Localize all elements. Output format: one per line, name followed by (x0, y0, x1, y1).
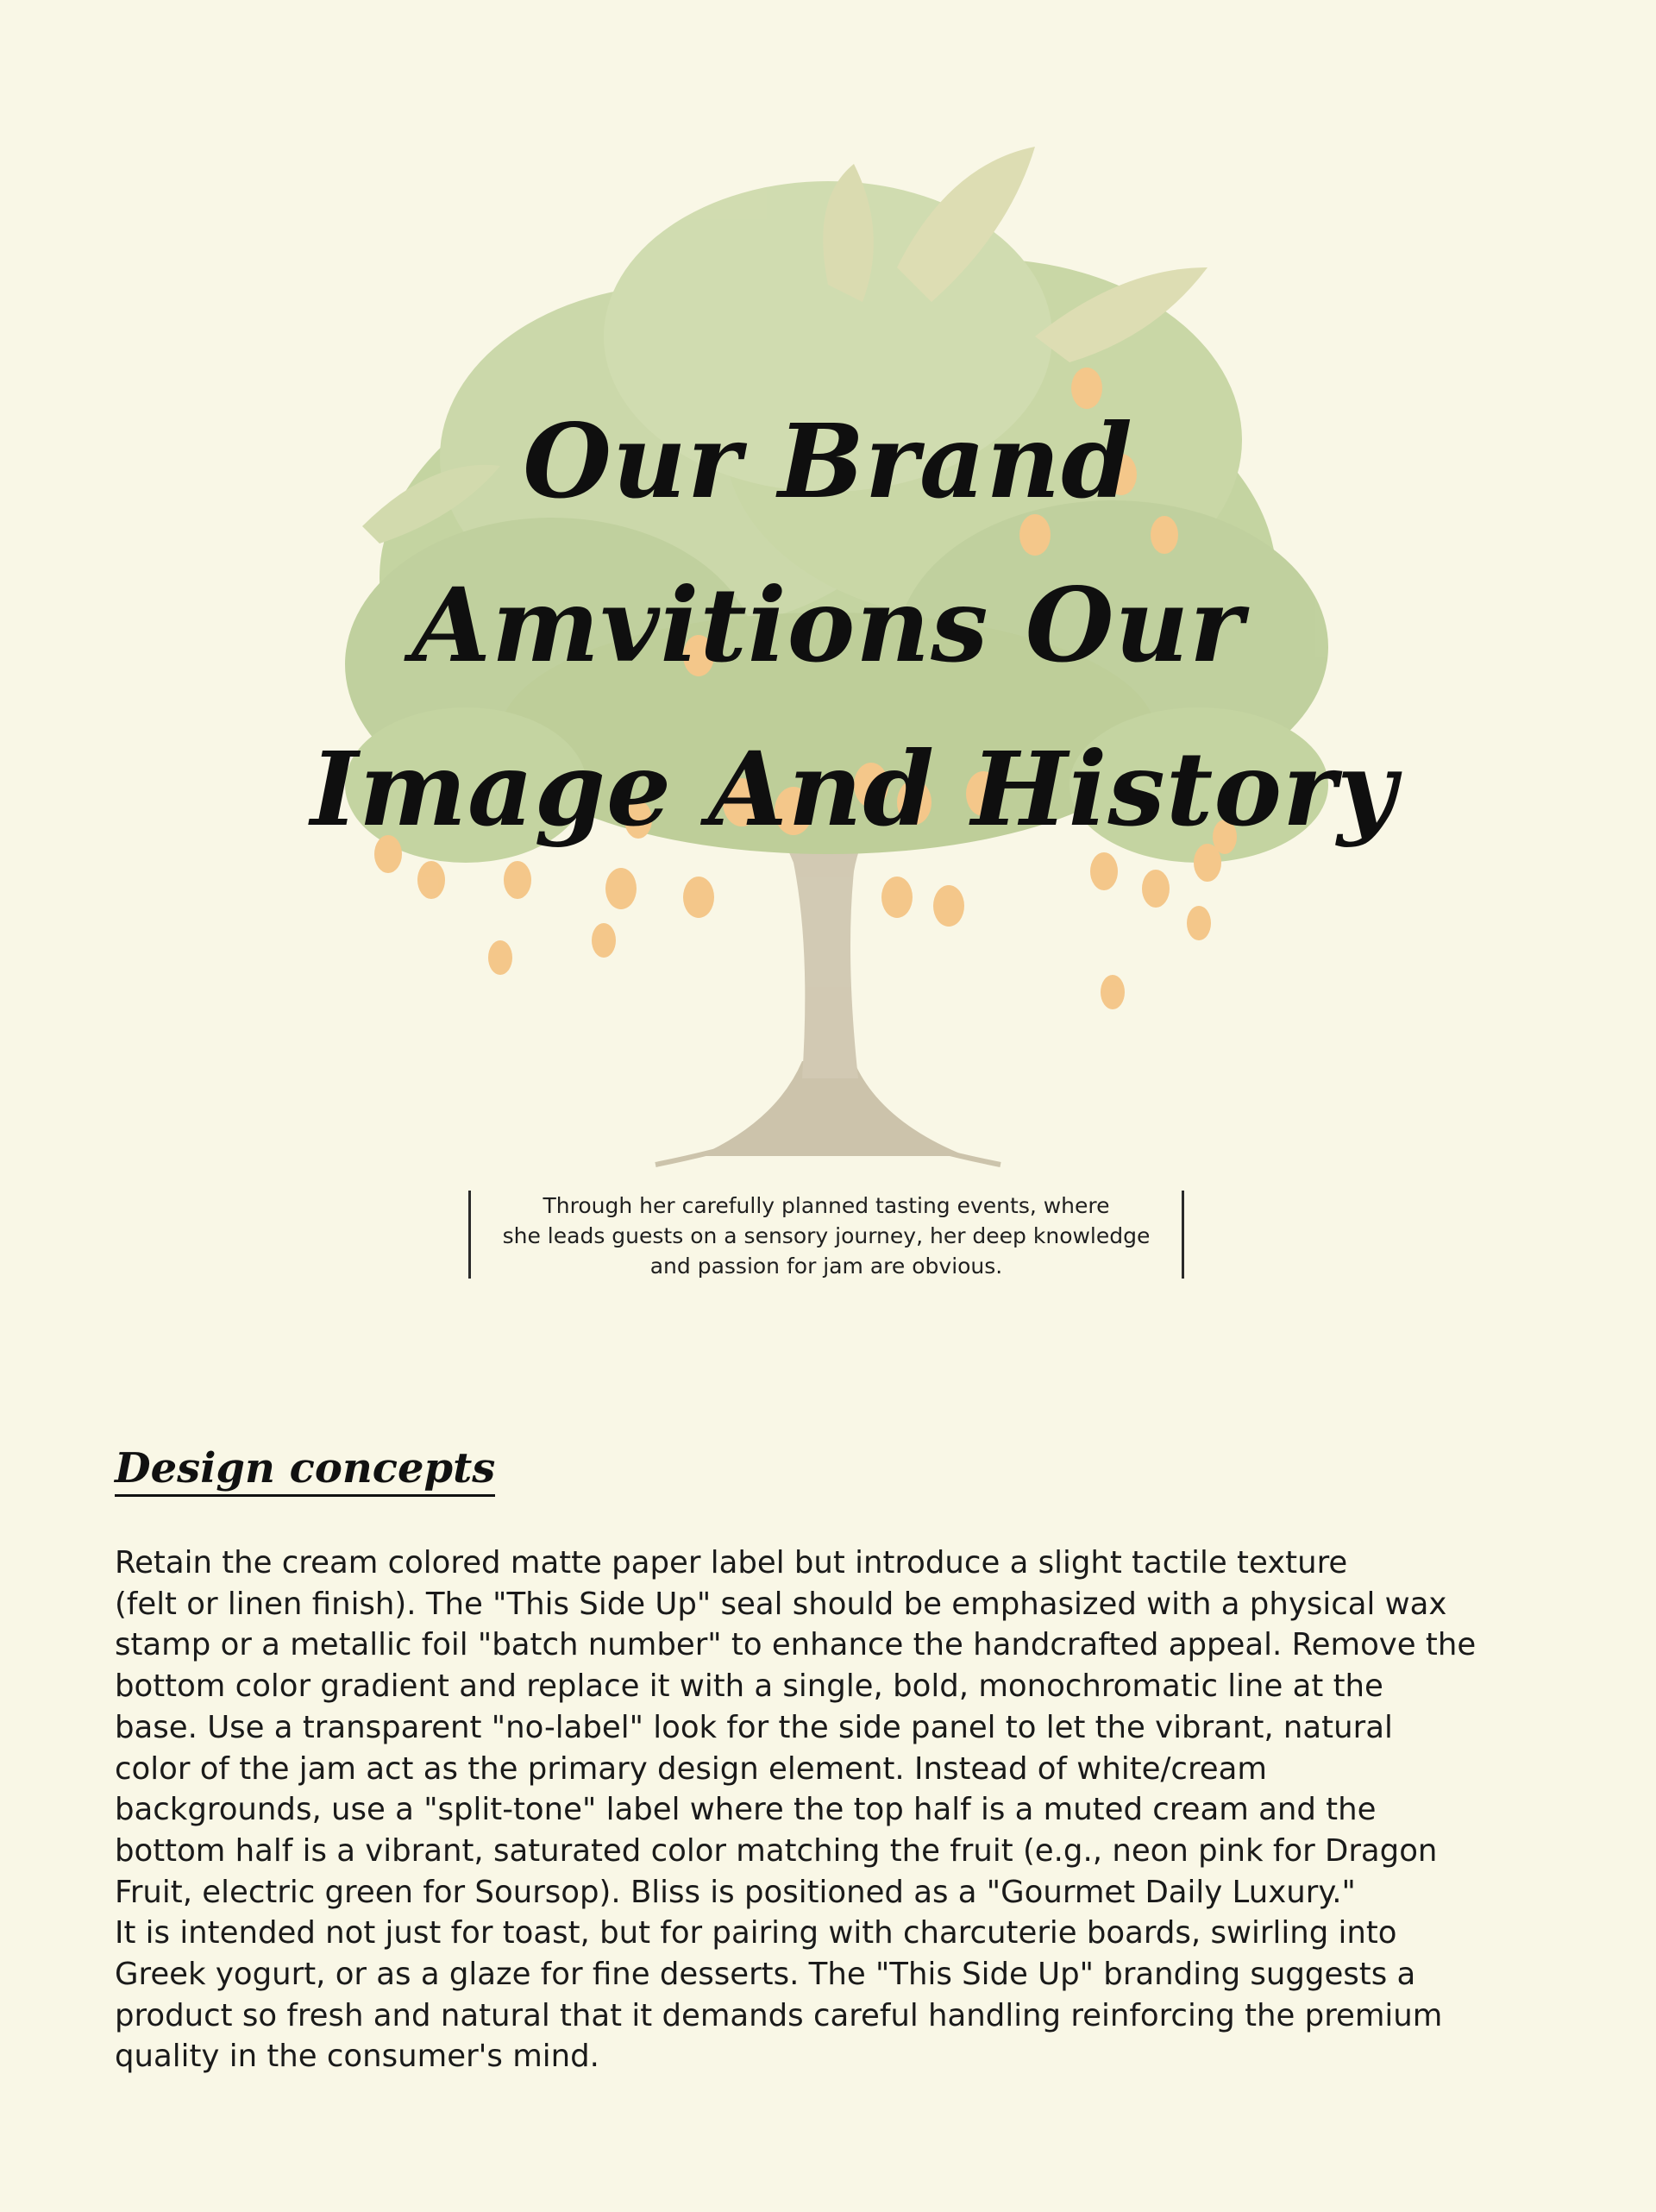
body-line: Greek yogurt, or as a glaze for fine desserts. The "This Side Up" branding suggests a (115, 1957, 1416, 1993)
hero-title-line: Image And History (310, 729, 1397, 849)
body-paragraph (115, 1543, 1564, 2077)
body-line: Retain the cream colored matte paper label but introduce a slight tactile texture (115, 1545, 1348, 1580)
quote-line: and passion for jam are obvious. (649, 1254, 1003, 1279)
body-line: Fruit, electric green for Soursop). Bliss is positioned as a "Gourmet Daily Luxury." (115, 1874, 1356, 1910)
body-line: color of the jam act as the primary design element. Instead of white/cream (115, 1750, 1267, 1787)
hero-title-line: Amvitions Our (411, 565, 1245, 685)
body-line: bottom color gradient and replace it with a single, bold, monochromatic line at the (115, 1668, 1383, 1705)
hero-title-line: Our Brand (523, 401, 1133, 521)
quote-line: Through her carefully planned tasting events, where (543, 1193, 1110, 1218)
quote-line: she leads guests on a sensory journey, her deep knowledge (502, 1223, 1151, 1248)
body-line: quality in the consumer's mind. (115, 2039, 599, 2075)
body-line: product so fresh and natural that it demands careful handling reinforcing the premium (115, 1997, 1443, 2033)
body-line: backgrounds, use a "split-tone" label where the top half is a muted cream and the (115, 1792, 1377, 1828)
body-line: bottom half is a vibrant, saturated color matching the fruit (e.g., neon pink for Dragon (115, 1832, 1438, 1869)
body-line: stamp or a metallic foil "batch number" to enhance the handcrafted appeal. Remove the (115, 1627, 1477, 1663)
quote-box (468, 1191, 1184, 1279)
section-heading: Design concepts (115, 1442, 495, 1497)
body-line: It is intended not just for toast, but for pairing with charcuterie boards, swirling into (115, 1915, 1397, 1951)
hero-title (310, 380, 1397, 871)
body-line: base. Use a transparent "no-label" look for the side panel to let the vibrant, natural (115, 1709, 1393, 1745)
body-line: (felt or linen finish). The "This Side Up" seal should be emphasized with a physical wax (115, 1586, 1447, 1622)
